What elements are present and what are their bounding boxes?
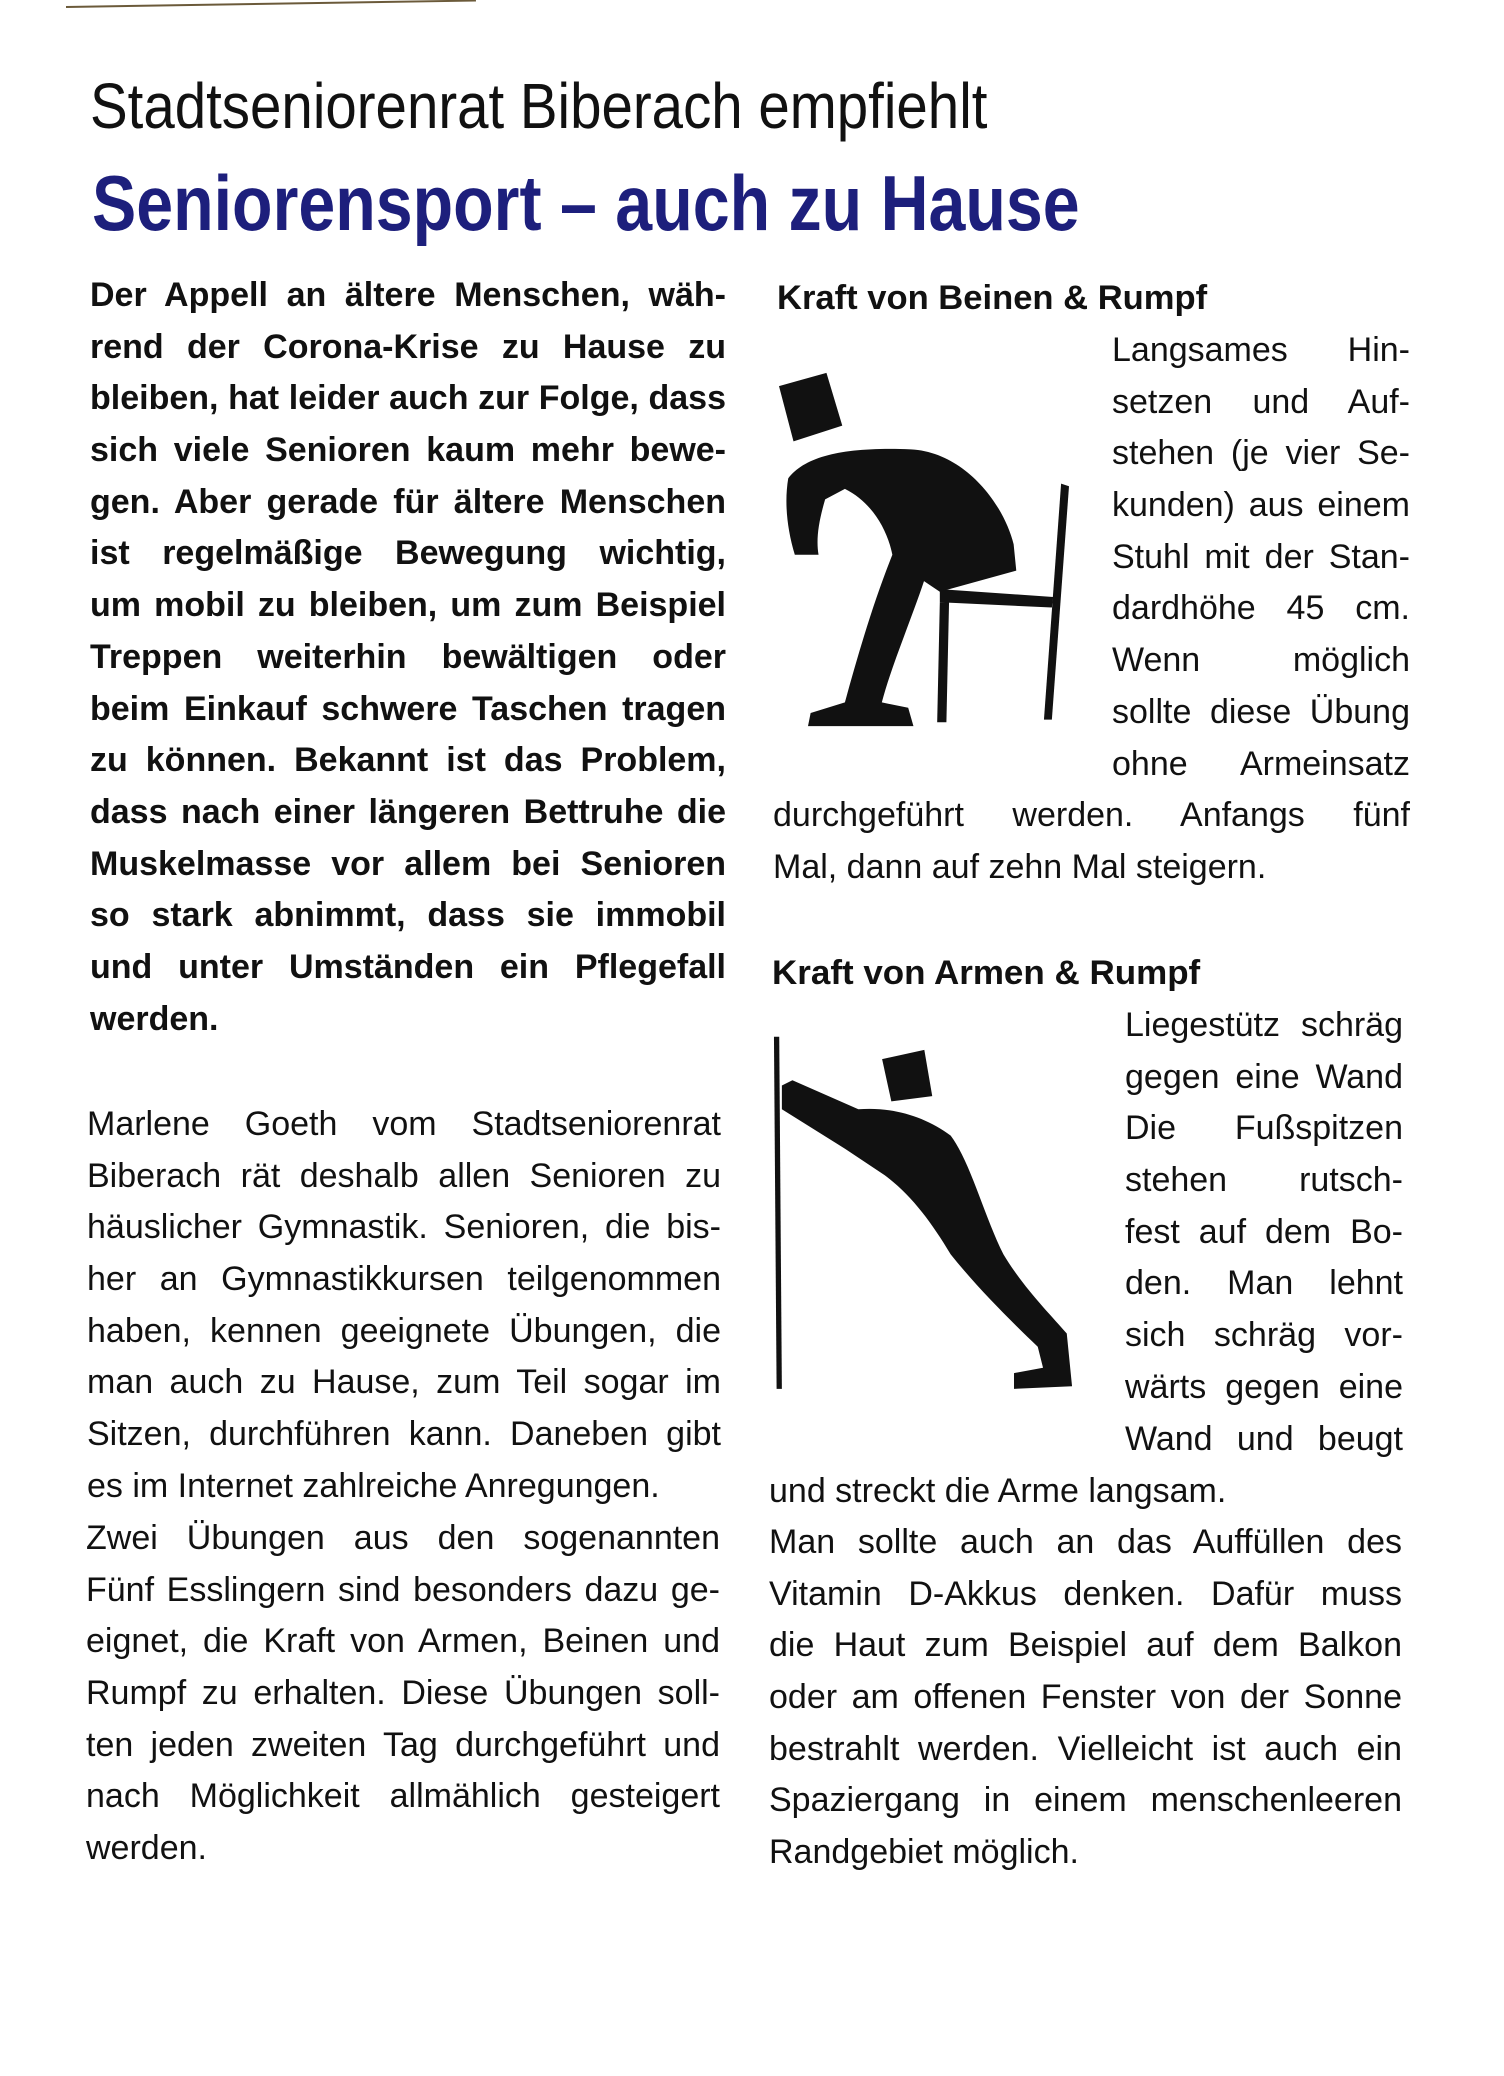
text-line: den. Man lehnt (1125, 1264, 1403, 1303)
text-line: Zwei Übungen aus den sogenannten (86, 1519, 720, 1557)
text-line: Randgebiet möglich. (769, 1833, 1079, 1872)
text-line: häuslicher Gymnastik. Senioren, die bis- (87, 1208, 721, 1247)
text-line: wärts gegen eine (1125, 1367, 1403, 1406)
text-line: ist regelmäßige Bewegung wichtig, (90, 534, 726, 573)
wall-pushup-icon (770, 1030, 1076, 1393)
text-line: Biberach rät deshalb allen Senioren zu (87, 1156, 721, 1195)
figure-head (882, 1050, 932, 1101)
text-line: Muskelmasse vor allem bei Senioren (90, 844, 726, 883)
text-line: Sitzen, durchführen kann. Daneben gibt (87, 1415, 721, 1454)
text-line: ten jeden zweiten Tag durchgeführt und (86, 1725, 720, 1764)
text-line: Stuhl mit der Stan- (1112, 537, 1410, 576)
text-line: kunden) aus einem (1112, 486, 1410, 525)
text-line: so stark abnimmt, dass sie immobil (90, 896, 726, 935)
text-line: sollte diese Übung (1112, 692, 1410, 731)
text-line: Treppen weiterhin bewältigen oder (90, 637, 726, 676)
exercise2-text (769, 1466, 1402, 1518)
chair-seat (940, 589, 1053, 607)
text-line: Spaziergang in einem menschenleeren (769, 1781, 1402, 1820)
text-line: und unter Umständen ein Pflegefall (90, 947, 726, 986)
text-line: Die Fußspitzen (1125, 1109, 1403, 1148)
text-line: Wenn möglich (1112, 641, 1410, 680)
exercise2-side-text (1125, 1000, 1403, 1465)
text-line: Mal, dann auf zehn Mal steigern. (773, 847, 1267, 886)
text-line: eignet, die Kraft von Armen, Beinen und (86, 1622, 720, 1661)
figure-body (786, 449, 1016, 726)
text-line: nach Möglichkeit allmählich gesteigert (86, 1777, 720, 1816)
text-line: und streckt die Arme langsam. (769, 1472, 1227, 1510)
text-line: Rumpf zu erhalten. Diese Übungen soll- (86, 1674, 720, 1713)
page-title: Seniorensport – auch zu Hause (92, 159, 1080, 247)
intro-paragraph (90, 270, 726, 1045)
text-line: es im Internet zahlreiche Anregungen. (87, 1466, 660, 1505)
text-line: durchgeführt werden. Anfangs fünf (773, 796, 1410, 834)
text-line: werden. (90, 999, 219, 1038)
exercise1-text (773, 790, 1410, 893)
exercise1-heading: Kraft von Beinen & Rumpf (777, 279, 1208, 317)
figure-body (782, 1080, 1072, 1389)
text-line: Wand und beugt (1125, 1419, 1403, 1458)
text-line: oder am offenen Fenster von der Sonne (769, 1678, 1402, 1717)
text-line: die Haut zum Beispiel auf dem Balkon (769, 1626, 1402, 1665)
text-line: gegen eine Wand (1125, 1057, 1403, 1096)
text-line: gen. Aber gerade für ältere Menschen (90, 482, 726, 521)
text-line: Vitamin D-Akkus denken. Dafür muss (769, 1574, 1402, 1613)
closing-paragraph (769, 1517, 1402, 1879)
figure-head (779, 373, 842, 442)
text-line: Liegestütz schräg (1125, 1006, 1403, 1044)
text-line: bestrahlt werden. Vielleicht ist auch ein (769, 1729, 1402, 1768)
text-line: Langsames Hin- (1112, 331, 1410, 369)
text-line: Marlene Goeth vom Stadtseniorenrat (87, 1105, 721, 1143)
text-line: werden. (86, 1829, 207, 1868)
text-line: sich schräg vor- (1125, 1316, 1403, 1355)
chair-leg (937, 602, 949, 722)
text-line: setzen und Auf- (1112, 382, 1410, 421)
text-line: Fünf Esslingern sind besonders dazu ge- (86, 1570, 720, 1609)
text-line: haben, kennen geeignete Übungen, die (87, 1311, 721, 1350)
text-line: man auch zu Hause, zum Teil sogar im (87, 1363, 721, 1402)
text-line: Man sollte auch an das Auffüllen des (769, 1523, 1402, 1561)
top-rule (66, 0, 476, 8)
text-line: stehen rutsch- (1125, 1161, 1403, 1200)
exercise2-heading: Kraft von Armen & Rumpf (772, 954, 1201, 992)
text-line: um mobil zu bleiben, um zum Beispiel (90, 586, 726, 625)
text-line: ohne Armeinsatz (1112, 744, 1410, 783)
text-line: stehen (je vier Se- (1112, 434, 1410, 473)
text-line: fest auf dem Bo- (1125, 1212, 1403, 1251)
kicker-heading: Stadtseniorenrat Biberach empfiehlt (90, 70, 988, 142)
text-line: dass nach einer längeren Bettruhe die (90, 792, 726, 831)
text-line: rend der Corona-Krise zu Hause zu (90, 327, 726, 366)
text-line: her an Gymnastikkursen teilgenommen (87, 1260, 721, 1299)
body-paragraph (86, 1513, 720, 1875)
exercise1-side-text (1112, 325, 1410, 790)
body-paragraph (87, 1099, 721, 1513)
text-line: beim Einkauf schwere Taschen tragen (90, 689, 726, 728)
text-line: Der Appell an ältere Menschen, wäh- (90, 276, 726, 314)
wall-line (774, 1037, 782, 1389)
sitting-down-on-chair-icon (779, 370, 1069, 733)
text-line: bleiben, hat leider auch zur Folge, dass (90, 379, 726, 418)
text-line: zu können. Bekannt ist das Problem, (90, 741, 726, 780)
text-line: dardhöhe 45 cm. (1112, 589, 1410, 628)
text-line: sich viele Senioren kaum mehr bewe- (90, 431, 726, 470)
